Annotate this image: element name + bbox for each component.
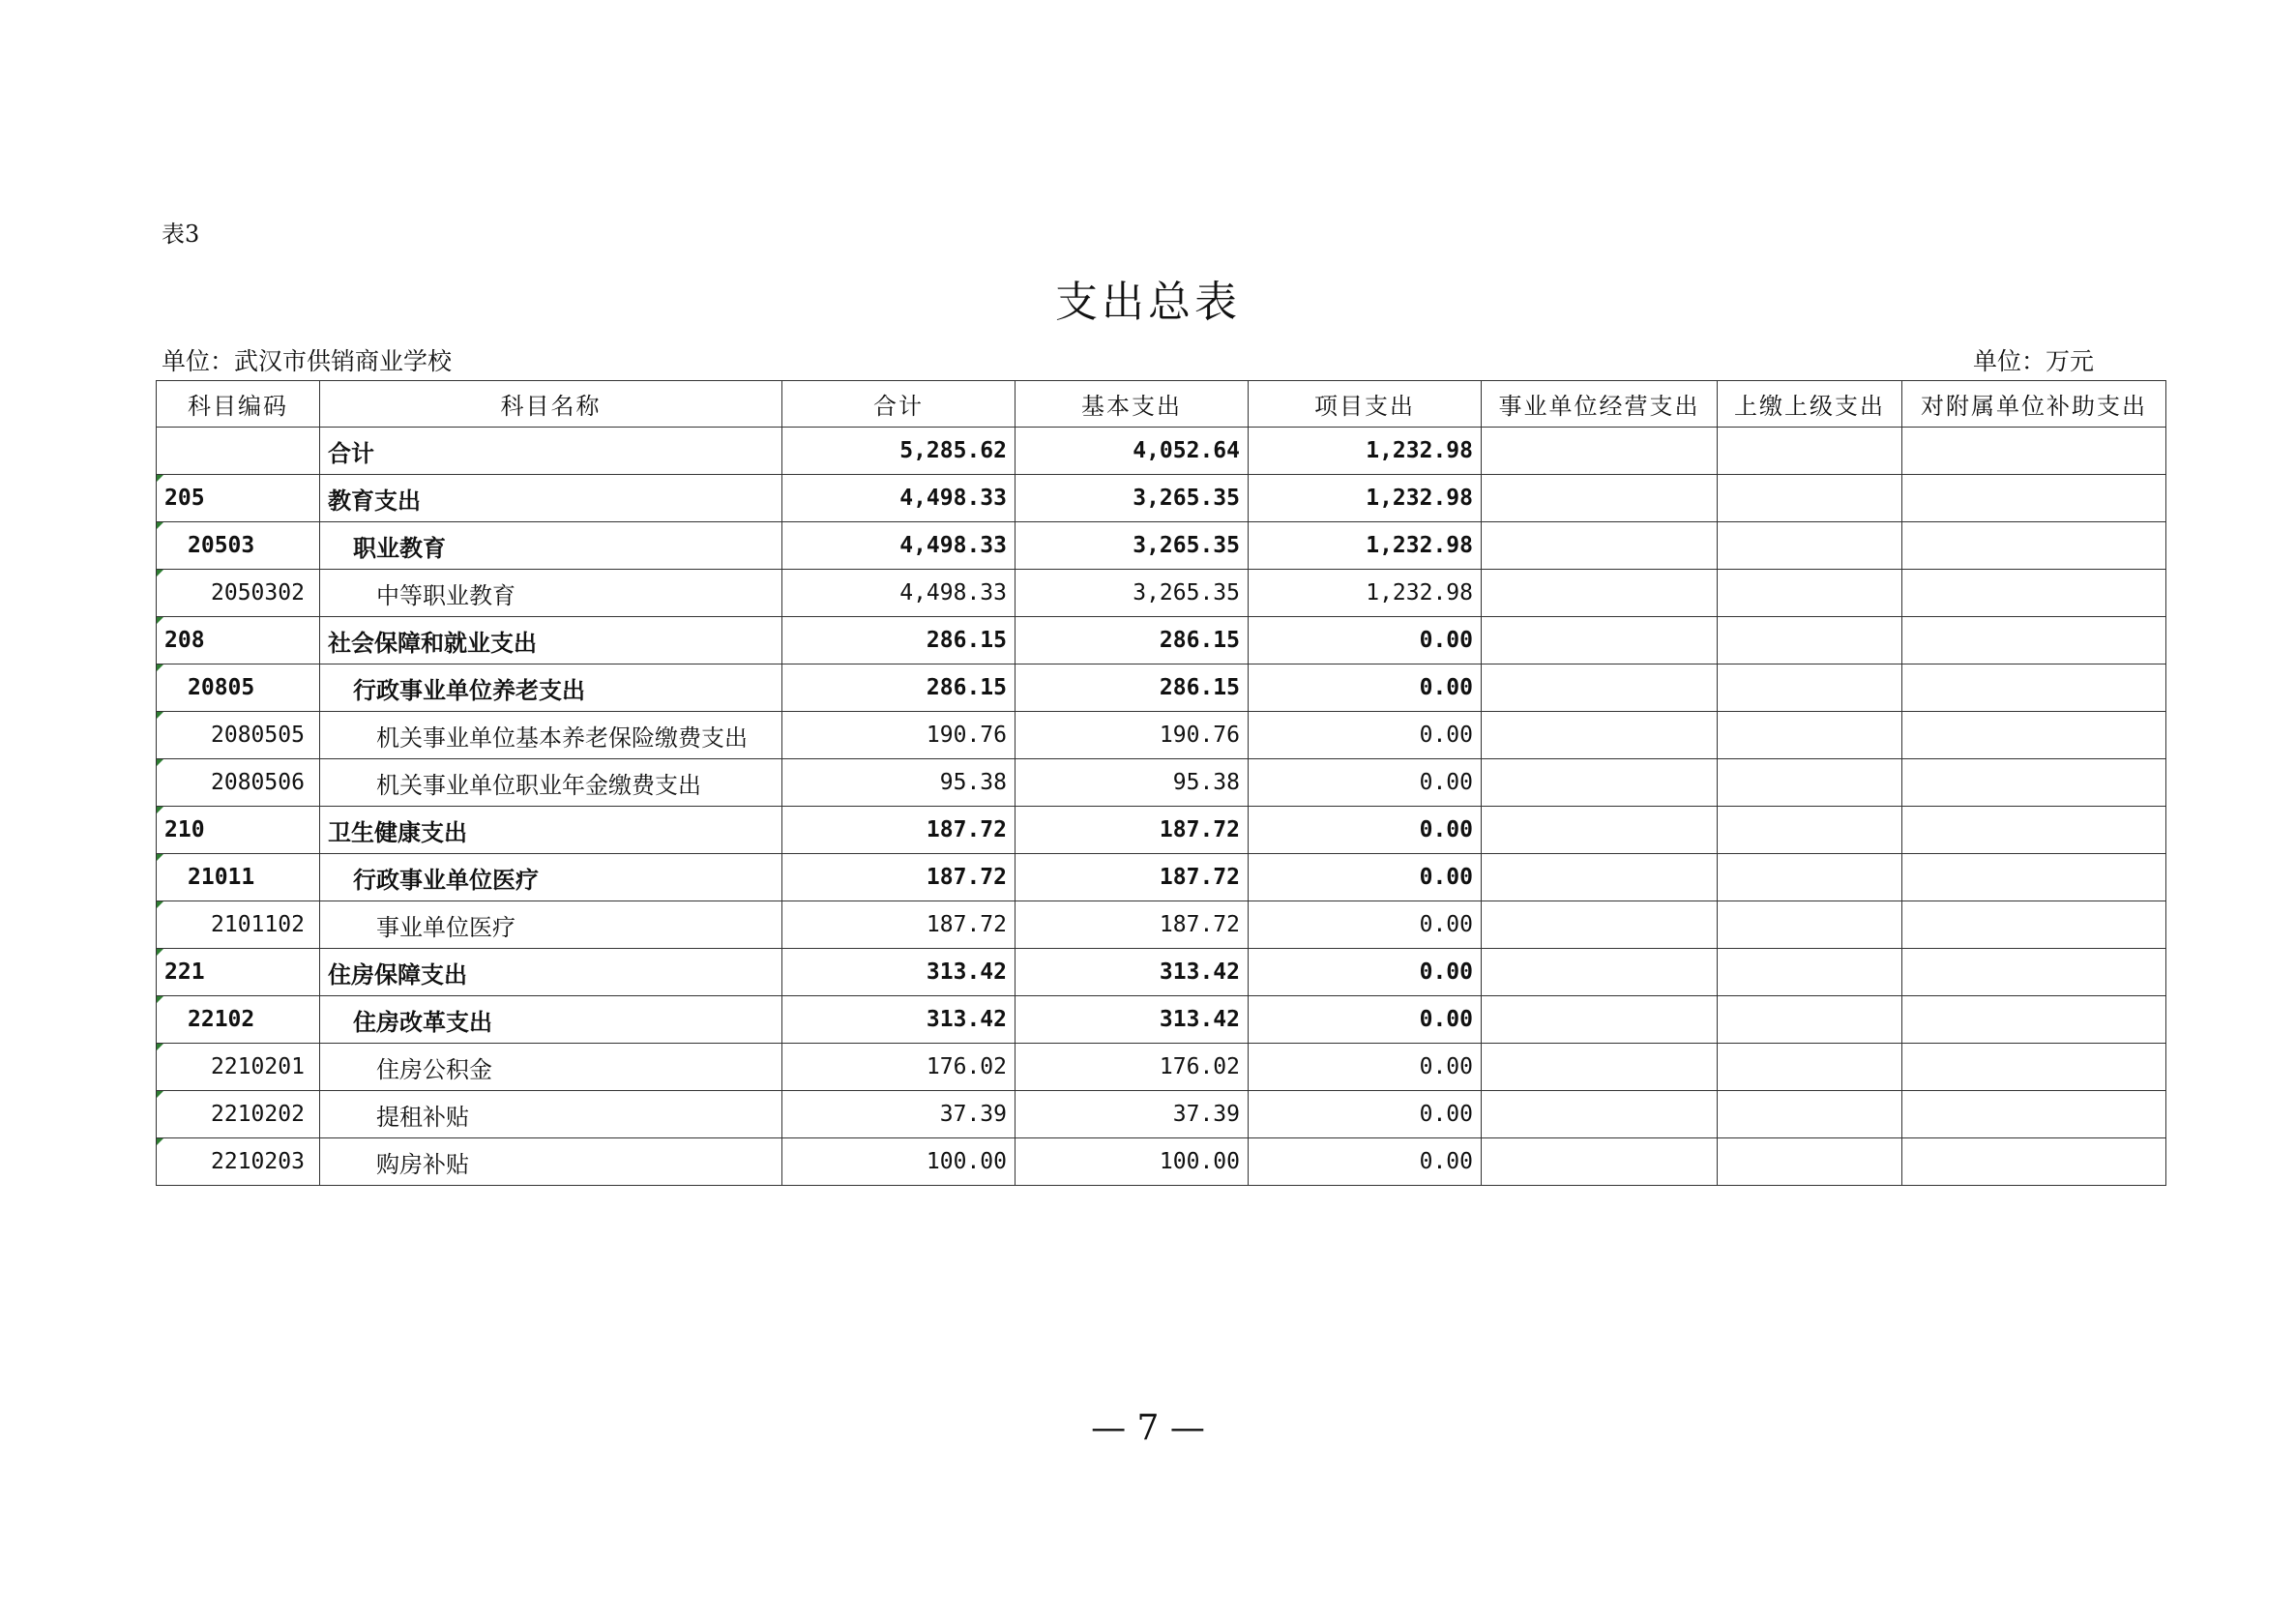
cell-basic-text: 3,265.35 bbox=[1133, 580, 1240, 605]
cell-code-text: 2210202 bbox=[211, 1102, 305, 1127]
cell-basic bbox=[1016, 901, 1249, 949]
cell-project bbox=[1249, 475, 1482, 522]
cell-upper bbox=[1718, 901, 1902, 949]
cell-subsidy bbox=[1902, 759, 2166, 807]
cell-upper bbox=[1718, 1091, 1902, 1138]
cell-subsidy bbox=[1902, 996, 2166, 1044]
cell-code-text: 21011 bbox=[188, 865, 255, 890]
cell-project bbox=[1249, 428, 1482, 475]
cell-upper bbox=[1718, 664, 1902, 712]
cell-project-text: 0.00 bbox=[1419, 1149, 1473, 1174]
cell-name-text: 职业教育 bbox=[353, 533, 446, 562]
cell-total bbox=[782, 712, 1016, 759]
cell-upper bbox=[1718, 854, 1902, 901]
cell-subsidy bbox=[1902, 664, 2166, 712]
cell-total bbox=[782, 475, 1016, 522]
cell-code bbox=[157, 570, 320, 617]
cell-project bbox=[1249, 901, 1482, 949]
cell-basic bbox=[1016, 1138, 1249, 1186]
cell-name-text: 住房公积金 bbox=[376, 1055, 492, 1083]
cell-code bbox=[157, 664, 320, 712]
cell-basic-text: 313.42 bbox=[1159, 960, 1240, 985]
cell-name bbox=[320, 807, 782, 854]
cell-business bbox=[1482, 901, 1718, 949]
cell-name-text: 中等职业教育 bbox=[376, 581, 515, 609]
cell-code-text: 2210201 bbox=[211, 1054, 305, 1079]
cell-basic bbox=[1016, 712, 1249, 759]
cell-business bbox=[1482, 1091, 1718, 1138]
table-row bbox=[157, 1091, 2166, 1138]
table-row bbox=[157, 712, 2166, 759]
cell-total-text: 4,498.33 bbox=[899, 580, 1007, 605]
cell-business bbox=[1482, 570, 1718, 617]
cell-basic-text: 4,052.64 bbox=[1133, 438, 1240, 463]
cell-basic bbox=[1016, 996, 1249, 1044]
cell-code-text: 210 bbox=[164, 817, 205, 842]
cell-total bbox=[782, 428, 1016, 475]
cell-upper bbox=[1718, 617, 1902, 664]
cell-basic bbox=[1016, 664, 1249, 712]
cell-project-text: 1,232.98 bbox=[1366, 533, 1473, 558]
table-row bbox=[157, 1044, 2166, 1091]
table-number-label: 表3 bbox=[162, 221, 200, 248]
cell-total bbox=[782, 1138, 1016, 1186]
table-row bbox=[157, 475, 2166, 522]
cell-business bbox=[1482, 996, 1718, 1044]
cell-flag-marker bbox=[157, 854, 163, 861]
cell-code bbox=[157, 807, 320, 854]
cell-flag-marker bbox=[157, 522, 163, 529]
cell-subsidy bbox=[1902, 475, 2166, 522]
cell-basic-text: 176.02 bbox=[1159, 1054, 1240, 1079]
cell-code bbox=[157, 854, 320, 901]
cell-project-text: 1,232.98 bbox=[1366, 486, 1473, 511]
cell-total bbox=[782, 901, 1016, 949]
cell-total bbox=[782, 854, 1016, 901]
table-row bbox=[157, 854, 2166, 901]
cell-total-text: 187.72 bbox=[926, 817, 1007, 842]
cell-code-text: 2080506 bbox=[211, 770, 305, 795]
cell-business bbox=[1482, 617, 1718, 664]
cell-total-text: 187.72 bbox=[926, 912, 1007, 937]
cell-name-text: 卫生健康支出 bbox=[328, 817, 467, 846]
cell-name bbox=[320, 759, 782, 807]
cell-code bbox=[157, 1044, 320, 1091]
cell-code bbox=[157, 475, 320, 522]
cell-code-text: 22102 bbox=[188, 1007, 255, 1032]
page-number: — 7 — bbox=[1091, 1408, 1205, 1448]
table-row bbox=[157, 428, 2166, 475]
cell-flag-marker bbox=[157, 1091, 163, 1098]
table-row bbox=[157, 949, 2166, 996]
cell-subsidy bbox=[1902, 901, 2166, 949]
table-body bbox=[157, 428, 2166, 1186]
cell-project bbox=[1249, 854, 1482, 901]
cell-basic bbox=[1016, 617, 1249, 664]
cell-project-text: 1,232.98 bbox=[1366, 438, 1473, 463]
cell-basic bbox=[1016, 428, 1249, 475]
cell-basic-text: 3,265.35 bbox=[1133, 486, 1240, 511]
cell-project-text: 1,232.98 bbox=[1366, 580, 1473, 605]
cell-basic-text: 37.39 bbox=[1172, 1102, 1240, 1127]
cell-code bbox=[157, 712, 320, 759]
organization-unit-label: 单位：武汉市供销商业学校 bbox=[162, 347, 453, 375]
cell-name-text: 住房改革支出 bbox=[353, 1007, 492, 1036]
header-business: 事业单位经营支出 bbox=[1482, 381, 1718, 428]
cell-project-text: 0.00 bbox=[1419, 628, 1473, 653]
cell-code-text: 20805 bbox=[188, 675, 255, 700]
cell-basic-text: 187.72 bbox=[1159, 912, 1240, 937]
page-title: 支出总表 bbox=[1055, 278, 1241, 327]
cell-subsidy bbox=[1902, 807, 2166, 854]
cell-project-text: 0.00 bbox=[1419, 1007, 1473, 1032]
table-row bbox=[157, 522, 2166, 570]
cell-project bbox=[1249, 617, 1482, 664]
cell-total-text: 4,498.33 bbox=[899, 486, 1007, 511]
cell-basic-text: 3,265.35 bbox=[1133, 533, 1240, 558]
cell-business bbox=[1482, 949, 1718, 996]
header-project: 项目支出 bbox=[1249, 381, 1482, 428]
cell-basic bbox=[1016, 522, 1249, 570]
header-basic: 基本支出 bbox=[1016, 381, 1249, 428]
cell-name bbox=[320, 996, 782, 1044]
cell-flag-marker bbox=[157, 996, 163, 1003]
cell-total-text: 5,285.62 bbox=[899, 438, 1007, 463]
cell-basic bbox=[1016, 570, 1249, 617]
cell-name-text: 教育支出 bbox=[328, 486, 421, 515]
cell-total bbox=[782, 1044, 1016, 1091]
cell-name-text: 机关事业单位基本养老保险缴费支出 bbox=[376, 723, 748, 752]
cell-flag-marker bbox=[157, 759, 163, 766]
header-upper: 上缴上级支出 bbox=[1718, 381, 1902, 428]
cell-total bbox=[782, 570, 1016, 617]
cell-project-text: 0.00 bbox=[1419, 770, 1473, 795]
cell-name-text: 事业单位医疗 bbox=[376, 913, 515, 941]
cell-name-text: 住房保障支出 bbox=[328, 960, 467, 989]
table-row bbox=[157, 1138, 2166, 1186]
cell-basic bbox=[1016, 854, 1249, 901]
cell-upper bbox=[1718, 712, 1902, 759]
cell-name bbox=[320, 901, 782, 949]
cell-name bbox=[320, 1044, 782, 1091]
cell-total-text: 286.15 bbox=[926, 628, 1007, 653]
cell-total-text: 190.76 bbox=[926, 723, 1007, 748]
cell-name bbox=[320, 570, 782, 617]
cell-subsidy bbox=[1902, 949, 2166, 996]
cell-flag-marker bbox=[157, 475, 163, 482]
cell-project bbox=[1249, 1091, 1482, 1138]
cell-project-text: 0.00 bbox=[1419, 865, 1473, 890]
cell-project bbox=[1249, 949, 1482, 996]
cell-basic-text: 190.76 bbox=[1159, 723, 1240, 748]
cell-code bbox=[157, 522, 320, 570]
cell-business bbox=[1482, 428, 1718, 475]
cell-business bbox=[1482, 522, 1718, 570]
cell-name-text: 提租补贴 bbox=[376, 1103, 469, 1131]
cell-upper bbox=[1718, 522, 1902, 570]
cell-basic-text: 100.00 bbox=[1159, 1149, 1240, 1174]
table-row bbox=[157, 901, 2166, 949]
cell-name-text: 合计 bbox=[328, 438, 374, 467]
cell-subsidy bbox=[1902, 712, 2166, 759]
cell-subsidy bbox=[1902, 854, 2166, 901]
cell-total bbox=[782, 522, 1016, 570]
cell-code-text: 221 bbox=[164, 960, 205, 985]
cell-total-text: 4,498.33 bbox=[899, 533, 1007, 558]
cell-basic bbox=[1016, 1091, 1249, 1138]
cell-name bbox=[320, 664, 782, 712]
cell-name-text: 行政事业单位医疗 bbox=[353, 865, 539, 894]
cell-name bbox=[320, 1091, 782, 1138]
cell-upper bbox=[1718, 759, 1902, 807]
cell-business bbox=[1482, 1044, 1718, 1091]
cell-name bbox=[320, 428, 782, 475]
cell-subsidy bbox=[1902, 1138, 2166, 1186]
cell-flag-marker bbox=[157, 949, 163, 956]
cell-upper bbox=[1718, 949, 1902, 996]
cell-upper bbox=[1718, 996, 1902, 1044]
cell-basic bbox=[1016, 759, 1249, 807]
cell-total bbox=[782, 617, 1016, 664]
cell-business bbox=[1482, 759, 1718, 807]
cell-total-text: 95.38 bbox=[939, 770, 1007, 795]
cell-basic-text: 313.42 bbox=[1159, 1007, 1240, 1032]
cell-basic-text: 187.72 bbox=[1159, 817, 1240, 842]
cell-business bbox=[1482, 1138, 1718, 1186]
cell-subsidy bbox=[1902, 570, 2166, 617]
cell-flag-marker bbox=[157, 712, 163, 719]
cell-upper bbox=[1718, 428, 1902, 475]
cell-total bbox=[782, 807, 1016, 854]
table-row bbox=[157, 996, 2166, 1044]
cell-project-text: 0.00 bbox=[1419, 1054, 1473, 1079]
cell-name-text: 购房补贴 bbox=[376, 1150, 469, 1178]
cell-project bbox=[1249, 1138, 1482, 1186]
table-row bbox=[157, 664, 2166, 712]
cell-code bbox=[157, 617, 320, 664]
cell-name bbox=[320, 475, 782, 522]
cell-code-text: 208 bbox=[164, 628, 205, 653]
cell-subsidy bbox=[1902, 1044, 2166, 1091]
cell-name bbox=[320, 1138, 782, 1186]
cell-total bbox=[782, 664, 1016, 712]
cell-subsidy bbox=[1902, 428, 2166, 475]
cell-flag-marker bbox=[157, 664, 163, 671]
cell-business bbox=[1482, 854, 1718, 901]
cell-total-text: 37.39 bbox=[939, 1102, 1007, 1127]
table-row bbox=[157, 807, 2166, 854]
cell-name bbox=[320, 949, 782, 996]
table-header-row bbox=[157, 381, 2166, 428]
cell-total-text: 313.42 bbox=[926, 960, 1007, 985]
cell-project bbox=[1249, 664, 1482, 712]
cell-code-text: 2210203 bbox=[211, 1149, 305, 1174]
table-row bbox=[157, 617, 2166, 664]
cell-business bbox=[1482, 807, 1718, 854]
cell-total-text: 100.00 bbox=[926, 1149, 1007, 1174]
cell-project bbox=[1249, 996, 1482, 1044]
cell-project bbox=[1249, 759, 1482, 807]
cell-flag-marker bbox=[157, 617, 163, 624]
cell-project-text: 0.00 bbox=[1419, 1102, 1473, 1127]
cell-subsidy bbox=[1902, 617, 2166, 664]
cell-subsidy bbox=[1902, 522, 2166, 570]
cell-project bbox=[1249, 570, 1482, 617]
cell-code-text: 2101102 bbox=[211, 912, 305, 937]
cell-project bbox=[1249, 522, 1482, 570]
cell-total-text: 286.15 bbox=[926, 675, 1007, 700]
cell-code-text: 205 bbox=[164, 486, 205, 511]
cell-basic-text: 95.38 bbox=[1172, 770, 1240, 795]
cell-name bbox=[320, 522, 782, 570]
cell-project-text: 0.00 bbox=[1419, 960, 1473, 985]
cell-name-text: 机关事业单位职业年金缴费支出 bbox=[376, 771, 701, 799]
cell-upper bbox=[1718, 807, 1902, 854]
cell-name bbox=[320, 712, 782, 759]
cell-basic-text: 187.72 bbox=[1159, 865, 1240, 890]
cell-name bbox=[320, 617, 782, 664]
header-subsidy: 对附属单位补助支出 bbox=[1902, 381, 2166, 428]
cell-basic-text: 286.15 bbox=[1159, 628, 1240, 653]
header-name: 科目名称 bbox=[320, 381, 782, 428]
cell-upper bbox=[1718, 1138, 1902, 1186]
cell-project bbox=[1249, 712, 1482, 759]
cell-total bbox=[782, 759, 1016, 807]
cell-total-text: 187.72 bbox=[926, 865, 1007, 890]
cell-basic bbox=[1016, 807, 1249, 854]
currency-unit-label: 单位：万元 bbox=[1973, 347, 2095, 375]
cell-project-text: 0.00 bbox=[1419, 912, 1473, 937]
cell-basic bbox=[1016, 949, 1249, 996]
cell-code bbox=[157, 949, 320, 996]
cell-flag-marker bbox=[157, 570, 163, 576]
cell-code bbox=[157, 428, 320, 475]
cell-flag-marker bbox=[157, 1044, 163, 1050]
cell-upper bbox=[1718, 1044, 1902, 1091]
cell-code bbox=[157, 901, 320, 949]
cell-flag-marker bbox=[157, 1138, 163, 1145]
cell-subsidy bbox=[1902, 1091, 2166, 1138]
cell-code bbox=[157, 996, 320, 1044]
cell-business bbox=[1482, 712, 1718, 759]
cell-basic-text: 286.15 bbox=[1159, 675, 1240, 700]
cell-code-text: 2080505 bbox=[211, 723, 305, 748]
cell-name bbox=[320, 854, 782, 901]
cell-project-text: 0.00 bbox=[1419, 817, 1473, 842]
cell-project-text: 0.00 bbox=[1419, 723, 1473, 748]
cell-code-text: 2050302 bbox=[211, 580, 305, 605]
header-total: 合计 bbox=[782, 381, 1016, 428]
cell-project-text: 0.00 bbox=[1419, 675, 1473, 700]
cell-code bbox=[157, 759, 320, 807]
cell-total bbox=[782, 996, 1016, 1044]
table-row bbox=[157, 570, 2166, 617]
cell-name-text: 社会保障和就业支出 bbox=[328, 628, 537, 657]
cell-code bbox=[157, 1091, 320, 1138]
cell-upper bbox=[1718, 475, 1902, 522]
cell-business bbox=[1482, 664, 1718, 712]
cell-total bbox=[782, 1091, 1016, 1138]
cell-basic bbox=[1016, 475, 1249, 522]
expenditure-table bbox=[156, 380, 2166, 1186]
cell-code bbox=[157, 1138, 320, 1186]
cell-total-text: 176.02 bbox=[926, 1054, 1007, 1079]
cell-business bbox=[1482, 475, 1718, 522]
cell-flag-marker bbox=[157, 807, 163, 813]
cell-flag-marker bbox=[157, 901, 163, 908]
cell-upper bbox=[1718, 570, 1902, 617]
cell-basic bbox=[1016, 1044, 1249, 1091]
cell-project bbox=[1249, 807, 1482, 854]
cell-name-text: 行政事业单位养老支出 bbox=[353, 675, 585, 704]
cell-code-text: 20503 bbox=[188, 533, 255, 558]
cell-project bbox=[1249, 1044, 1482, 1091]
table-row bbox=[157, 759, 2166, 807]
cell-total-text: 313.42 bbox=[926, 1007, 1007, 1032]
header-code: 科目编码 bbox=[157, 381, 320, 428]
cell-total bbox=[782, 949, 1016, 996]
